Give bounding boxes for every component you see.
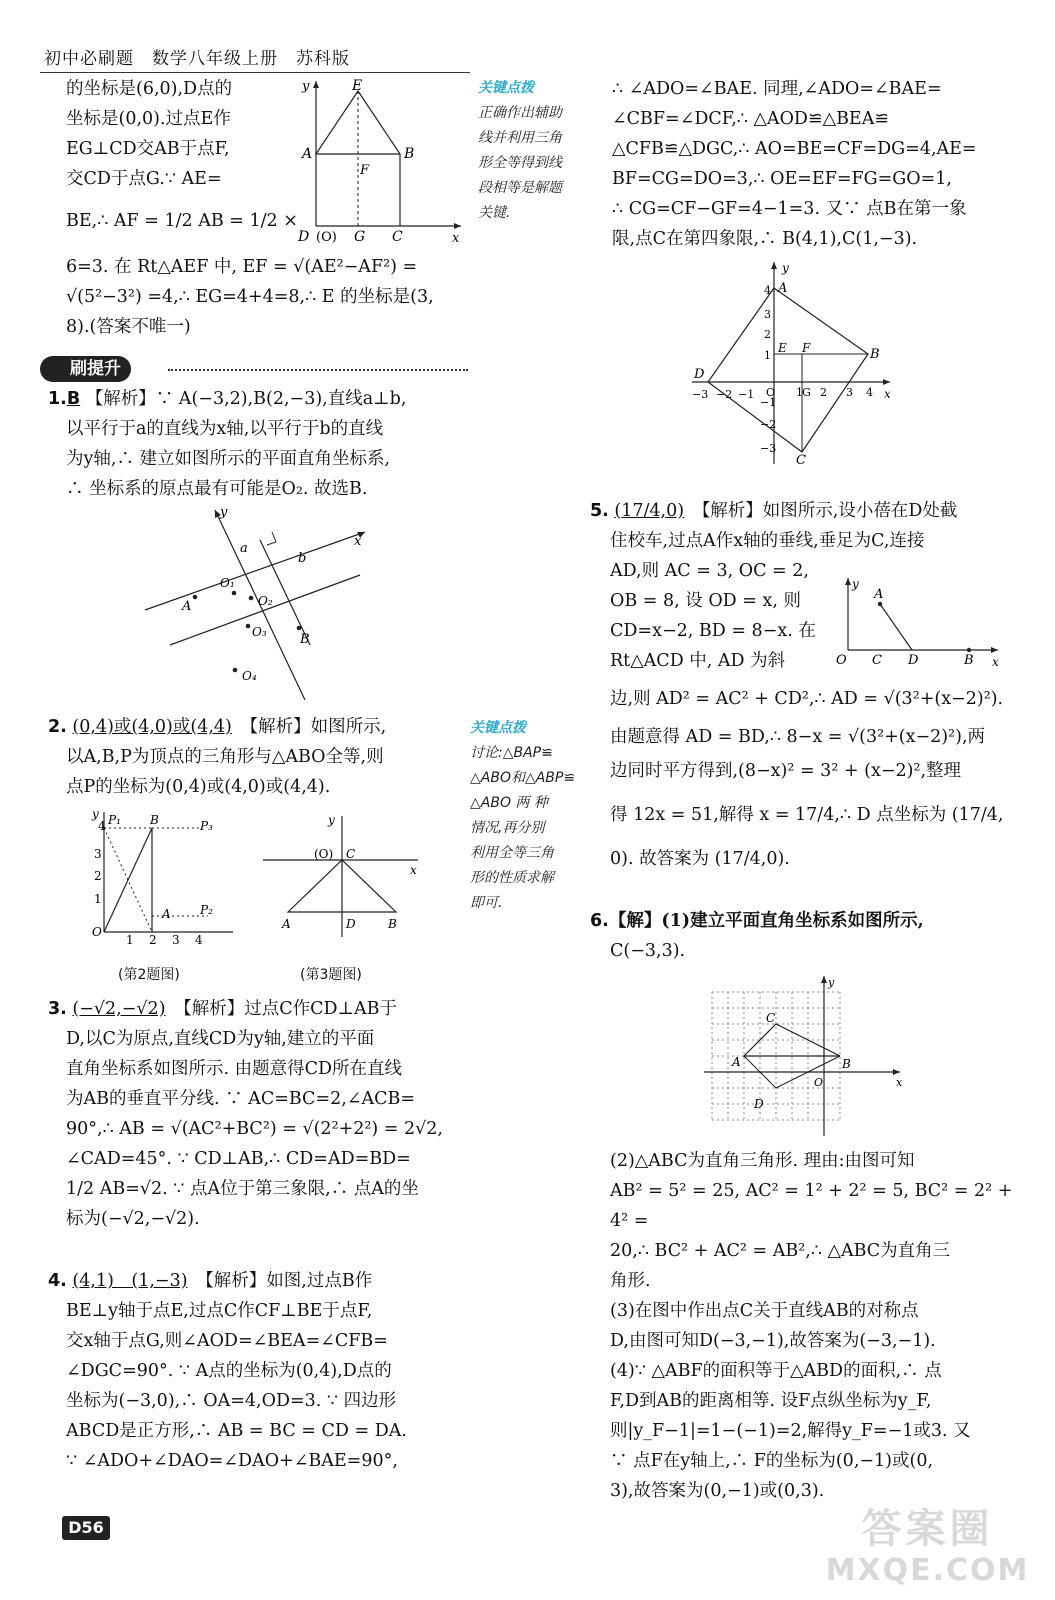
svg-text:−3: −3	[760, 442, 777, 455]
question-2	[48, 712, 458, 802]
intro-text-cont	[66, 252, 468, 342]
svg-text:D: D	[694, 367, 705, 382]
q6-line: F,D到AB的距离相等. 设F点纵坐标为y_F,	[610, 1391, 932, 1411]
svg-text:x: x	[992, 655, 999, 669]
svg-text:O: O	[766, 386, 776, 399]
intro-line: 交CD于点G.∵ AE=	[66, 169, 222, 189]
q5-line: OB = 8, 设 OD = x, 则	[610, 591, 801, 611]
q6-line: AB² = 5² = 25, AC² = 1² + 2² = 5, BC² = 2² + 4² =	[610, 1181, 1013, 1231]
watermark-line: 答案圈	[861, 1506, 994, 1552]
svg-text:E: E	[778, 341, 787, 355]
svg-text:−2: −2	[716, 388, 733, 401]
svg-text:2: 2	[820, 386, 827, 399]
svg-text:B: B	[150, 813, 159, 827]
note-line: 形全等得到线	[478, 155, 562, 171]
q5-line: AD,则 AC = 3, OC = 2,	[610, 561, 809, 581]
intro-line: √(5²−3²) =4,∴ EG=4+4=8,∴ E 的坐标是(3,	[66, 287, 434, 307]
note-line: △ABO和△ABP≌	[470, 770, 576, 786]
svg-text:A: A	[874, 587, 884, 602]
q2-line: 以A,B,P为顶点的三角形与△ABO全等,则	[66, 747, 384, 767]
svg-text:G: G	[802, 386, 811, 399]
q6-figure	[700, 972, 910, 1140]
q4-cont-line: △CFB≌△DGC,∴ AO=BE=CF=DG=4,AE=	[612, 139, 977, 159]
svg-text:B: B	[388, 917, 397, 931]
caption-q3: (第3题图)	[300, 967, 362, 983]
intro-line: 6=3. 在 Rt△AEF 中, EF = √(AE²−AF²) =	[66, 257, 418, 277]
q4-cont-line: BF=CG=DO=3,∴ OE=EF=FG=GO=1,	[612, 169, 952, 189]
svg-text:−1: −1	[760, 396, 777, 409]
svg-text:b: b	[298, 551, 307, 566]
svg-text:P₁: P₁	[108, 813, 121, 827]
q4-cont-line: ∠CBF=∠DCF,∴ △AOD≌△BEA≌	[612, 109, 890, 129]
question-1	[48, 384, 468, 504]
q4-cont-line: ∴ CG=CF−GF=4−1=3. 又∵ 点B在第一象	[612, 199, 967, 219]
intro-line: EG⊥CD交AB于点F,	[66, 139, 230, 159]
q3-line: D,以C为原点,直线CD为y轴,建立的平面	[66, 1029, 375, 1049]
q3-line: 【解析】过点C作CD⊥AB于	[183, 999, 398, 1019]
q6-line: (4)∵ △ABF的面积等于△ABD的面积,∴ 点	[610, 1361, 942, 1381]
q4-line: 坐标为(−3,0),∴ OA=4,OD=3. ∵ 四边形	[66, 1391, 397, 1411]
intro-line: 8).(答案不唯一)	[66, 317, 191, 337]
svg-text:4: 4	[866, 386, 873, 399]
svg-text:O: O	[836, 653, 847, 668]
svg-text:x: x	[452, 231, 460, 246]
q2-answer: (0,4)或(4,0)或(4,4)	[72, 717, 232, 737]
q4-figure	[686, 258, 896, 470]
svg-text:4: 4	[98, 819, 106, 833]
q3-line: 标为(−√2,−√2).	[66, 1209, 200, 1229]
svg-text:B: B	[404, 146, 415, 162]
question-4-continued	[612, 74, 1022, 254]
svg-text:C: C	[346, 847, 356, 861]
svg-text:y: y	[828, 976, 835, 989]
svg-text:E: E	[352, 78, 363, 94]
svg-text:O₃: O₃	[252, 625, 267, 639]
svg-text:2: 2	[94, 869, 102, 883]
intro-line: BE,∴ AF = 1/2 AB = 1/2 ×	[66, 211, 298, 231]
svg-text:1: 1	[764, 349, 771, 362]
svg-text:C: C	[872, 653, 882, 668]
q6-line: (2)△ABC为直角三角形. 理由:由图可知	[610, 1151, 915, 1171]
q3-line: 为AB的垂直平分线. ∵ AC=BC=2,∠ACB=	[66, 1089, 416, 1109]
q3-line: 直角坐标系如图所示. 由题意得CD所在直线	[66, 1059, 403, 1079]
svg-text:4: 4	[764, 284, 771, 297]
svg-text:3: 3	[172, 933, 180, 946]
note-line: 情况,再分别	[470, 820, 545, 836]
svg-text:x: x	[354, 534, 362, 549]
svg-text:C: C	[392, 229, 403, 245]
q5-line: CD=x−2, BD = 8−x. 在	[610, 621, 816, 641]
q1-line: 【解析】∵ A(−3,2),B(2,−3),直线a⊥b,	[85, 389, 407, 409]
q5-line: 0). 故答案为 (17/4,0).	[610, 849, 790, 869]
svg-text:−3: −3	[692, 388, 709, 401]
note-line: △ABO 两 种	[470, 795, 548, 811]
q2-line: 【解析】如图所示,	[249, 717, 387, 737]
svg-text:y: y	[328, 813, 335, 827]
watermark	[820, 1505, 1035, 1595]
svg-text:D: D	[298, 229, 310, 245]
q5-line: 住校车,过点A作x轴的垂线,垂足为C,连接	[610, 531, 925, 551]
note-line: 正确作出辅助	[478, 105, 562, 121]
svg-text:C: C	[766, 1011, 776, 1025]
q4-cont-line: ∴ ∠ADO=∠BAE. 同理,∠ADO=∠BAE=	[612, 79, 942, 99]
note-title: 关键点拨	[470, 720, 526, 736]
q3-line: ∠CAD=45°. ∵ CD⊥AB,∴ CD=AD=BD=	[66, 1149, 411, 1169]
svg-text:O₁: O₁	[220, 576, 235, 590]
note-title: 关键点拨	[478, 80, 534, 96]
page-header: 初中必刷题 数学八年级上册 苏科版	[44, 49, 350, 69]
q1-line: 为y轴,∴ 建立如图所示的平面直角坐标系,	[66, 449, 391, 469]
svg-text:O: O	[92, 925, 102, 939]
question-5	[590, 496, 1022, 874]
q4-line: ABCD是正方形,∴ AB = BC = CD = DA.	[66, 1421, 407, 1441]
svg-text:x: x	[410, 863, 417, 877]
intro-text	[66, 74, 301, 236]
svg-text:y: y	[302, 79, 310, 94]
svg-text:A: A	[778, 281, 788, 296]
svg-text:D: D	[754, 1097, 764, 1111]
svg-text:3: 3	[764, 308, 771, 321]
page-number: D56	[62, 1516, 110, 1540]
q1-number: 1.	[48, 389, 67, 409]
q6-line: D,由图可知D(−3,−1),故答案为(−3,−1).	[610, 1331, 936, 1351]
q5-line: Rt△ACD 中, AD 为斜	[610, 651, 786, 671]
q5-line: 边,则 AD² = AC² + CD²,∴ AD = √(3²+(x−2)²).	[610, 689, 1004, 709]
svg-text:(O): (O)	[314, 847, 334, 861]
q6-line: 则|y_F−1|=1−(−1)=2,解得y_F=−1或3. 又	[610, 1421, 971, 1441]
q3-line: 1/2 AB=√2. ∵ 点A位于第三象限,∴ 点A的坐	[66, 1179, 419, 1199]
note-line: 段相等是解题	[478, 180, 562, 196]
svg-text:O: O	[814, 1076, 824, 1089]
svg-text:−2: −2	[760, 418, 777, 431]
svg-text:1: 1	[126, 933, 134, 946]
svg-text:y: y	[92, 807, 99, 821]
q4-line: ∵ ∠ADO+∠DAO=∠DAO+∠BAE=90°,	[66, 1451, 398, 1471]
q3-number: 3.	[48, 999, 67, 1019]
q6-line: (3)在图中作出点C关于直线AB的对称点	[610, 1301, 919, 1321]
q5-line: 得 12x = 51,解得 x = 17/4,∴ D 点坐标为 (17/4,	[610, 805, 1004, 825]
question-3	[48, 994, 468, 1234]
q2-figure	[88, 806, 238, 946]
svg-text:B: B	[870, 347, 880, 362]
q3-line: 90°,∴ AB = √(AC²+BC²) = √(2²+2²) = 2√2,	[66, 1119, 443, 1139]
svg-text:D: D	[346, 917, 356, 931]
q4-number: 4.	[48, 1271, 67, 1291]
svg-text:2: 2	[764, 328, 771, 341]
key-note-1	[478, 76, 590, 226]
note-line: 线并利用三角	[478, 130, 562, 146]
svg-text:O₄: O₄	[242, 669, 257, 683]
section-dots	[168, 369, 468, 371]
svg-text:x: x	[896, 1076, 903, 1089]
svg-text:A: A	[182, 599, 192, 614]
watermark-line: MXQE.COM	[825, 1553, 1030, 1588]
svg-text:A: A	[302, 146, 313, 162]
svg-text:P₃: P₃	[200, 819, 213, 833]
svg-text:y: y	[220, 505, 228, 520]
svg-text:(O): (O)	[316, 230, 337, 245]
svg-text:A: A	[162, 907, 171, 921]
question-4	[48, 1266, 468, 1476]
q5-line: 【解析】如图所示,设小蓓在D处截	[701, 501, 958, 521]
q4-line: 【解析】如图,过点B作	[205, 1271, 373, 1291]
q4-line: BE⊥y轴于点E,过点C作CF⊥BE于点F,	[66, 1301, 373, 1321]
q5-line: 由题意得 AD = BD,∴ 8−x = √(3²+(x−2)²),两	[610, 727, 986, 747]
q1-line: 以平行于a的直线为x轴,以平行于b的直线	[66, 419, 384, 439]
q4-cont-line: 限,点C在第四象限,∴ B(4,1),C(1,−3).	[612, 229, 918, 249]
q5-number: 5.	[590, 501, 609, 521]
q2-line: 点P的坐标为(0,4)或(4,0)或(4,4).	[66, 777, 331, 797]
q5-line: 边同时平方得到,(8−x)² = 3² + (x−2)²,整理	[610, 761, 962, 781]
svg-text:O₂: O₂	[258, 594, 273, 608]
q6-number: 6.	[590, 911, 609, 931]
q5-figure	[828, 574, 1003, 669]
note-line: 讨论:△BAP≌	[470, 745, 553, 761]
svg-text:y: y	[782, 261, 789, 275]
note-line: 关键.	[478, 205, 511, 221]
svg-text:4: 4	[195, 933, 203, 946]
q3-figure	[258, 812, 428, 942]
svg-text:2: 2	[149, 933, 157, 946]
svg-text:F: F	[360, 163, 370, 178]
svg-text:F: F	[802, 341, 811, 355]
q6-line: 【解】(1)建立平面直角坐标系如图所示,	[608, 911, 924, 931]
note-line: 即可.	[470, 895, 503, 911]
q1-line: ∴ 坐标系的原点最有可能是O₂. 故选B.	[66, 479, 368, 499]
header-rule	[40, 72, 470, 73]
q4-line: 交x轴于点G,则∠AOD=∠BEA=∠CFB=	[66, 1331, 388, 1351]
intro-line: 坐标是(0,0).过点E作	[66, 109, 231, 129]
svg-text:C: C	[796, 453, 806, 468]
q1-figure	[140, 500, 380, 710]
q4-answer: (4,1) (1,−3)	[72, 1271, 188, 1291]
q6-line: 角形.	[610, 1271, 651, 1291]
svg-text:−1: −1	[738, 388, 755, 401]
intro-figure	[296, 76, 466, 246]
note-line: 形的性质求解	[470, 870, 554, 886]
caption-q2: (第2题图)	[118, 967, 180, 983]
svg-text:A: A	[732, 1055, 741, 1069]
q6-line: ∵ 点F在y轴上,∴ F的坐标为(0,−1)或(0,	[610, 1451, 934, 1471]
note-line: 利用全等三角	[470, 845, 554, 861]
svg-text:B: B	[300, 632, 310, 647]
key-note-2	[470, 716, 598, 916]
svg-text:x: x	[884, 387, 891, 401]
svg-text:B: B	[842, 1057, 851, 1071]
q6-line: C(−3,3).	[610, 941, 686, 961]
q1-answer: B	[66, 389, 81, 409]
q5-answer: (17/4,0)	[614, 501, 685, 521]
svg-text:3: 3	[846, 386, 853, 399]
q3-answer: (−√2,−√2)	[72, 999, 166, 1019]
svg-text:G: G	[354, 229, 366, 245]
svg-text:a: a	[240, 541, 248, 556]
svg-text:P₂: P₂	[200, 903, 213, 917]
svg-text:A: A	[282, 917, 291, 931]
q4-line: ∠DGC=90°. ∵ A点的坐标为(0,4),D点的	[66, 1361, 392, 1381]
svg-text:1: 1	[796, 386, 803, 399]
question-6	[590, 906, 1022, 966]
svg-text:D: D	[908, 653, 919, 668]
q2-number: 2.	[48, 717, 67, 737]
q6-line: 20,∴ BC² + AC² = AB²,∴ △ABC为直角三	[610, 1241, 951, 1261]
svg-text:y: y	[852, 577, 859, 591]
q6-line: 3),故答案为(0,−1)或(0,3).	[610, 1481, 825, 1501]
section-header	[40, 356, 470, 384]
intro-line: 的坐标是(6,0),D点的	[66, 79, 233, 99]
svg-text:1: 1	[94, 892, 102, 906]
section-title: 刷提升	[40, 356, 131, 382]
question-6-parts	[610, 1146, 1026, 1506]
svg-text:B: B	[964, 653, 974, 668]
svg-text:3: 3	[94, 847, 102, 861]
